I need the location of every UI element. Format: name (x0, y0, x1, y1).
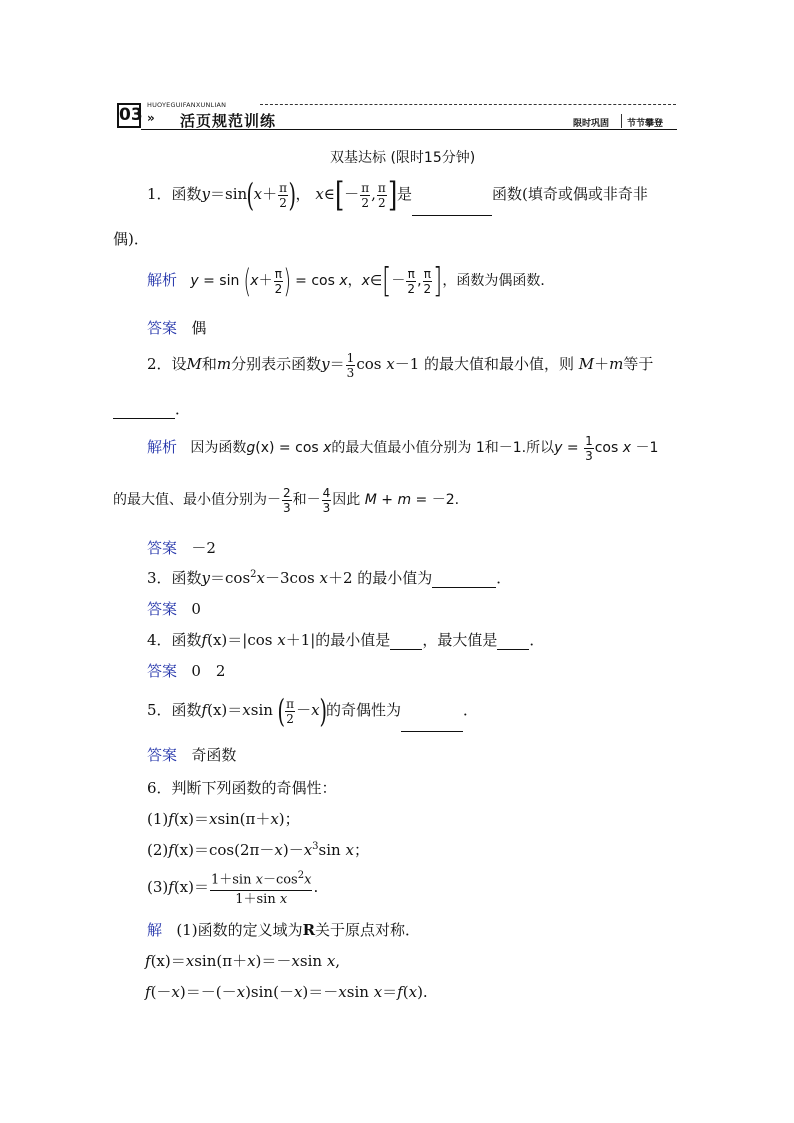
chapter-number-box: 03 (117, 103, 141, 128)
header-title: 活页规范训练 (180, 112, 277, 130)
question-2-cont: ． (113, 398, 190, 419)
header-separator (621, 114, 622, 128)
header-tag-1: 限时巩固 (573, 119, 610, 129)
header-rule (141, 129, 677, 130)
answer-blank-5 (401, 717, 463, 732)
question-4: 4．函数f(x)＝|cos x＋1|的最小值是 ，最大值是 ． (147, 631, 545, 649)
answer-blank-3 (432, 573, 496, 588)
question-1: 1．函数y＝sin(x＋ $\frac{\pi}{2}$ )， x∈[－ $\frac{\pi}{2}$ , $\frac{\pi}{2}$ ]是 函数(填奇或偶或非奇非 (147, 175, 648, 215)
question-6-part-3: (3)f(x)＝ $\frac{1+\sin x-\cos^2x}{\text{1＋sin x}}$ . (147, 866, 318, 909)
question-3: 3．函数$y=\cos^2x-3\cos$ x＋2 的最小值为 ． (147, 569, 512, 587)
section-title: 双基达标 (限时15分钟) (330, 150, 476, 166)
header-tag-2: 节节攀登 (627, 119, 664, 129)
question-6: 6．判断下列函数的奇偶性： (147, 779, 337, 797)
answer-blank-1 (412, 195, 492, 216)
analysis-2-cont: 的最大值、最小值分别为－ $\frac{2}{3}$ 和－ $\frac{4}{3}$ 因此 M + m = －2. (113, 485, 460, 515)
solution-line-1: 解 (1)函数的定义域为R关于原点对称． (147, 921, 421, 939)
header-dashed-line (260, 104, 676, 105)
answer-5: 答案 奇函数 (147, 746, 237, 764)
header-pinyin: HUOYEGUIFANXUNLIAN (147, 101, 227, 109)
question-2: 2．设M和m分别表示函数y＝ $\frac{1}{3}$ cos x－1 的最大值和最小值，则 M＋m等于 (147, 350, 654, 380)
answer-1: 答案 偶 (147, 319, 207, 337)
solution-line-2: f(x)＝xsin(π＋x)＝－xsin x, (145, 952, 341, 970)
analysis-1: 解析 y = sin (x＋ $\frac{\pi}{2}$ ) = cos x，x∈[－ $\frac{\pi}{2}$ , $\frac{\pi}{2}$ ]，函数为偶函数． (147, 261, 555, 301)
answer-2: 答案 －2 (147, 539, 216, 557)
question-6-part-2: $(2)f(x)=\cos(2\pi-x)-x^3\sin$ x； (147, 841, 369, 859)
answer-blank-4a (390, 635, 422, 650)
question-6-part-1: (1)f(x)＝xsin(π＋x)； (147, 810, 300, 828)
solution-line-3: f(－x)＝－(－x)sin(－x)＝－xsin x＝f(x). (145, 983, 428, 1001)
answer-3: 答案 0 (147, 600, 201, 618)
question-5: 5．函数f(x)＝xsin ( $\frac{\pi}{2}$ －x)的奇偶性为 ． (147, 692, 479, 730)
answer-4: 答案 0 2 (147, 662, 226, 680)
question-1-cont: 偶)． (113, 230, 149, 248)
answer-blank-4b (497, 635, 529, 650)
double-chevron-icon: » (147, 111, 155, 125)
analysis-2: 解析 因为函数g(x) = cos x的最大值最小值分别为 1和－1.所以y = $\frac{1}{3}$ cos x －1 (147, 433, 659, 463)
answer-blank-2 (113, 404, 175, 419)
